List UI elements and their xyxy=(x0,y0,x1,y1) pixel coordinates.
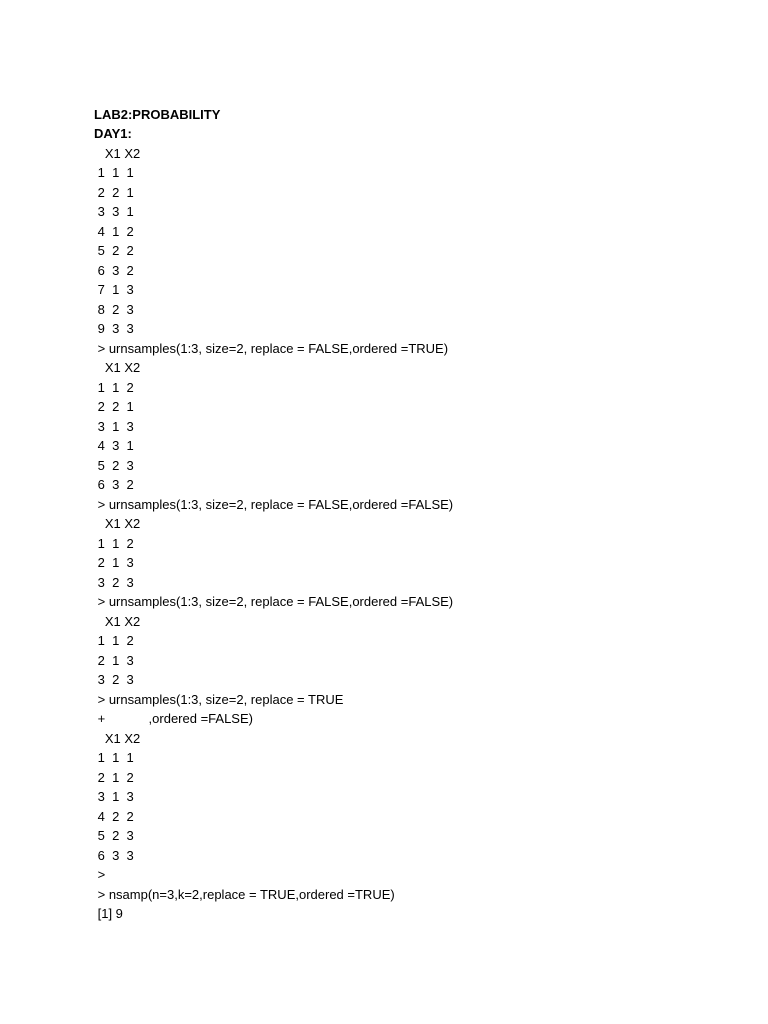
document-title: LAB2:PROBABILITY xyxy=(94,106,221,122)
output-line: 1 1 2 xyxy=(94,633,134,648)
output-line: 2 2 1 xyxy=(94,184,134,200)
output-line: 3 2 3 xyxy=(94,672,134,687)
output-line: 2 2 1 xyxy=(94,399,134,414)
output-line: [1] 9 xyxy=(94,906,123,921)
output-line: 1 1 2 xyxy=(94,379,134,395)
output-line: > urnsamples(1:3, size=2, replace = FALSE,ordered =TRUE) xyxy=(94,340,449,356)
output-line: 1 1 2 xyxy=(94,535,134,551)
r-console-output xyxy=(94,144,714,924)
output-line: X1 X2 xyxy=(94,145,141,161)
output-line: 2 1 3 xyxy=(94,555,134,570)
output-line: X1 X2 xyxy=(94,613,141,629)
output-line: 7 1 3 xyxy=(94,282,134,297)
output-line: 4 2 2 xyxy=(94,808,134,824)
output-line: 8 2 3 xyxy=(94,301,134,317)
output-line: 1 1 1 xyxy=(94,750,134,765)
document-subtitle: DAY1: xyxy=(94,126,132,141)
output-line: X1 X2 xyxy=(94,730,141,746)
output-line: X1 X2 xyxy=(94,516,141,531)
output-line: + ,ordered =FALSE) xyxy=(94,711,253,726)
output-line: 9 3 3 xyxy=(94,321,134,336)
output-line: 5 2 2 xyxy=(94,243,134,258)
output-line: 3 1 3 xyxy=(94,789,134,804)
output-line: X1 X2 xyxy=(94,360,141,375)
output-line: > xyxy=(94,867,106,882)
output-line: 5 2 3 xyxy=(94,457,134,473)
output-line: 3 1 3 xyxy=(94,418,134,434)
output-line: 4 1 2 xyxy=(94,223,134,239)
output-line: 1 1 1 xyxy=(94,165,134,180)
output-line: 3 2 3 xyxy=(94,574,134,590)
output-line: > urnsamples(1:3, size=2, replace = FALSE,ordered =FALSE) xyxy=(94,594,454,609)
output-line: 3 3 1 xyxy=(94,204,134,219)
output-line: > nsamp(n=3,k=2,replace = TRUE,ordered =TRUE) xyxy=(94,886,395,902)
output-line: > urnsamples(1:3, size=2, replace = FALSE,ordered =FALSE) xyxy=(94,496,454,512)
output-line: 6 3 2 xyxy=(94,477,134,492)
output-line: 4 3 1 xyxy=(94,438,134,453)
output-line: 6 3 2 xyxy=(94,262,134,278)
output-line: > urnsamples(1:3, size=2, replace = TRUE xyxy=(94,691,344,707)
document-content xyxy=(94,105,714,924)
output-line: 5 2 3 xyxy=(94,828,134,843)
output-line: 2 1 3 xyxy=(94,652,134,668)
output-line: 2 1 2 xyxy=(94,769,134,785)
output-line: 6 3 3 xyxy=(94,847,134,863)
